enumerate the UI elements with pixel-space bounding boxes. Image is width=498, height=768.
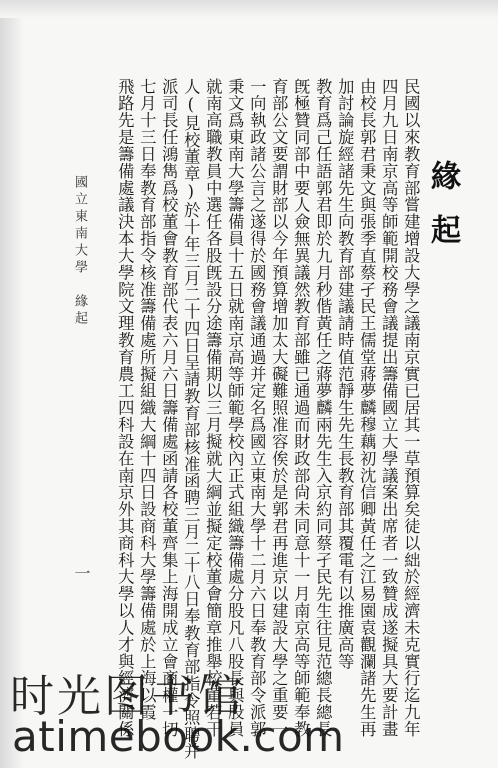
text-column: 教育爲己任語郭君即於九月秒偕黃任之蔣夢麟兩先生入京約同蔡孑民先生往見范總長總長 [313, 78, 333, 738]
scan-shadow-top [0, 0, 498, 18]
text-column: 加討論旋經諸先生向教育部建議請時值范靜生先生長教育部其覆電有以推廣高等 [335, 78, 355, 670]
text-column: 派司長任鴻雋爲校董會教育部代表六月六日籌備處函請各校董齊集上海開成立會商權一切 [159, 78, 179, 738]
margin-running-title: 國立東南大學 緣起 [72, 175, 87, 328]
text-column: 飛路先是籌備處議決本大學院文理教育農工四科設在南京外其商科大學以人才與經濟關係 [115, 78, 135, 738]
watermark-chinese: 时光图书馆 [10, 671, 245, 722]
text-column: 由校長郭君秉文與張季直蔡孑民王儒堂蔣夢麟穆藕初沈信卿黃任之江易園袁觀瀾諸先生再 [357, 78, 377, 738]
text-column: 旣極贊同部中要人僉無異議然教育部雖已通過而財政部尙未同意十一月南京高等師範奉教 [291, 78, 311, 738]
text-column: 一向執政諸公言之遂得於國務會議通過并定名爲國立東南大學十二月六日奉教育部令派郭 [247, 78, 267, 738]
text-column: 就南高職教員中選任各股旣設分途籌備期以三月擬就大綱並擬定校董會簡章推舉校董若干 [203, 78, 223, 738]
watermark-url: atimebook.com [12, 712, 345, 761]
page-number: 一 [72, 565, 91, 585]
text-column: 民國以來教育部嘗建增設大學之議南京實已居其一草預算矣徒以絀於經濟未克實行迄九年 [401, 78, 421, 738]
section-title: 緣起 [425, 160, 460, 268]
scan-shadow-left [0, 0, 24, 768]
text-column: 四月九日南京高等師範開校務會議提出籌備國立大學議案出席者一致贊成遂擬具大要計畫 [379, 78, 399, 738]
text-column: 育部公文要謂財部以今年預算增加太大礙難照准容俟於是郭君再進京以建設大學之重要一 [269, 78, 289, 738]
text-column: 秉文爲東南大學籌備員十五日就南京高等師範學校內正式組織籌備處分股凡八股長與股員 [225, 78, 245, 738]
text-column: 人(見校董章)於十年三月二十四日呈請教育部核准函聘三月二十八日奉教育部指令照聘并 [181, 78, 201, 760]
text-column: 七月十三日奉教育部指令核准籌備處所擬組織大綱十四日設商科大學籌備處於上海以霞 [137, 78, 157, 721]
